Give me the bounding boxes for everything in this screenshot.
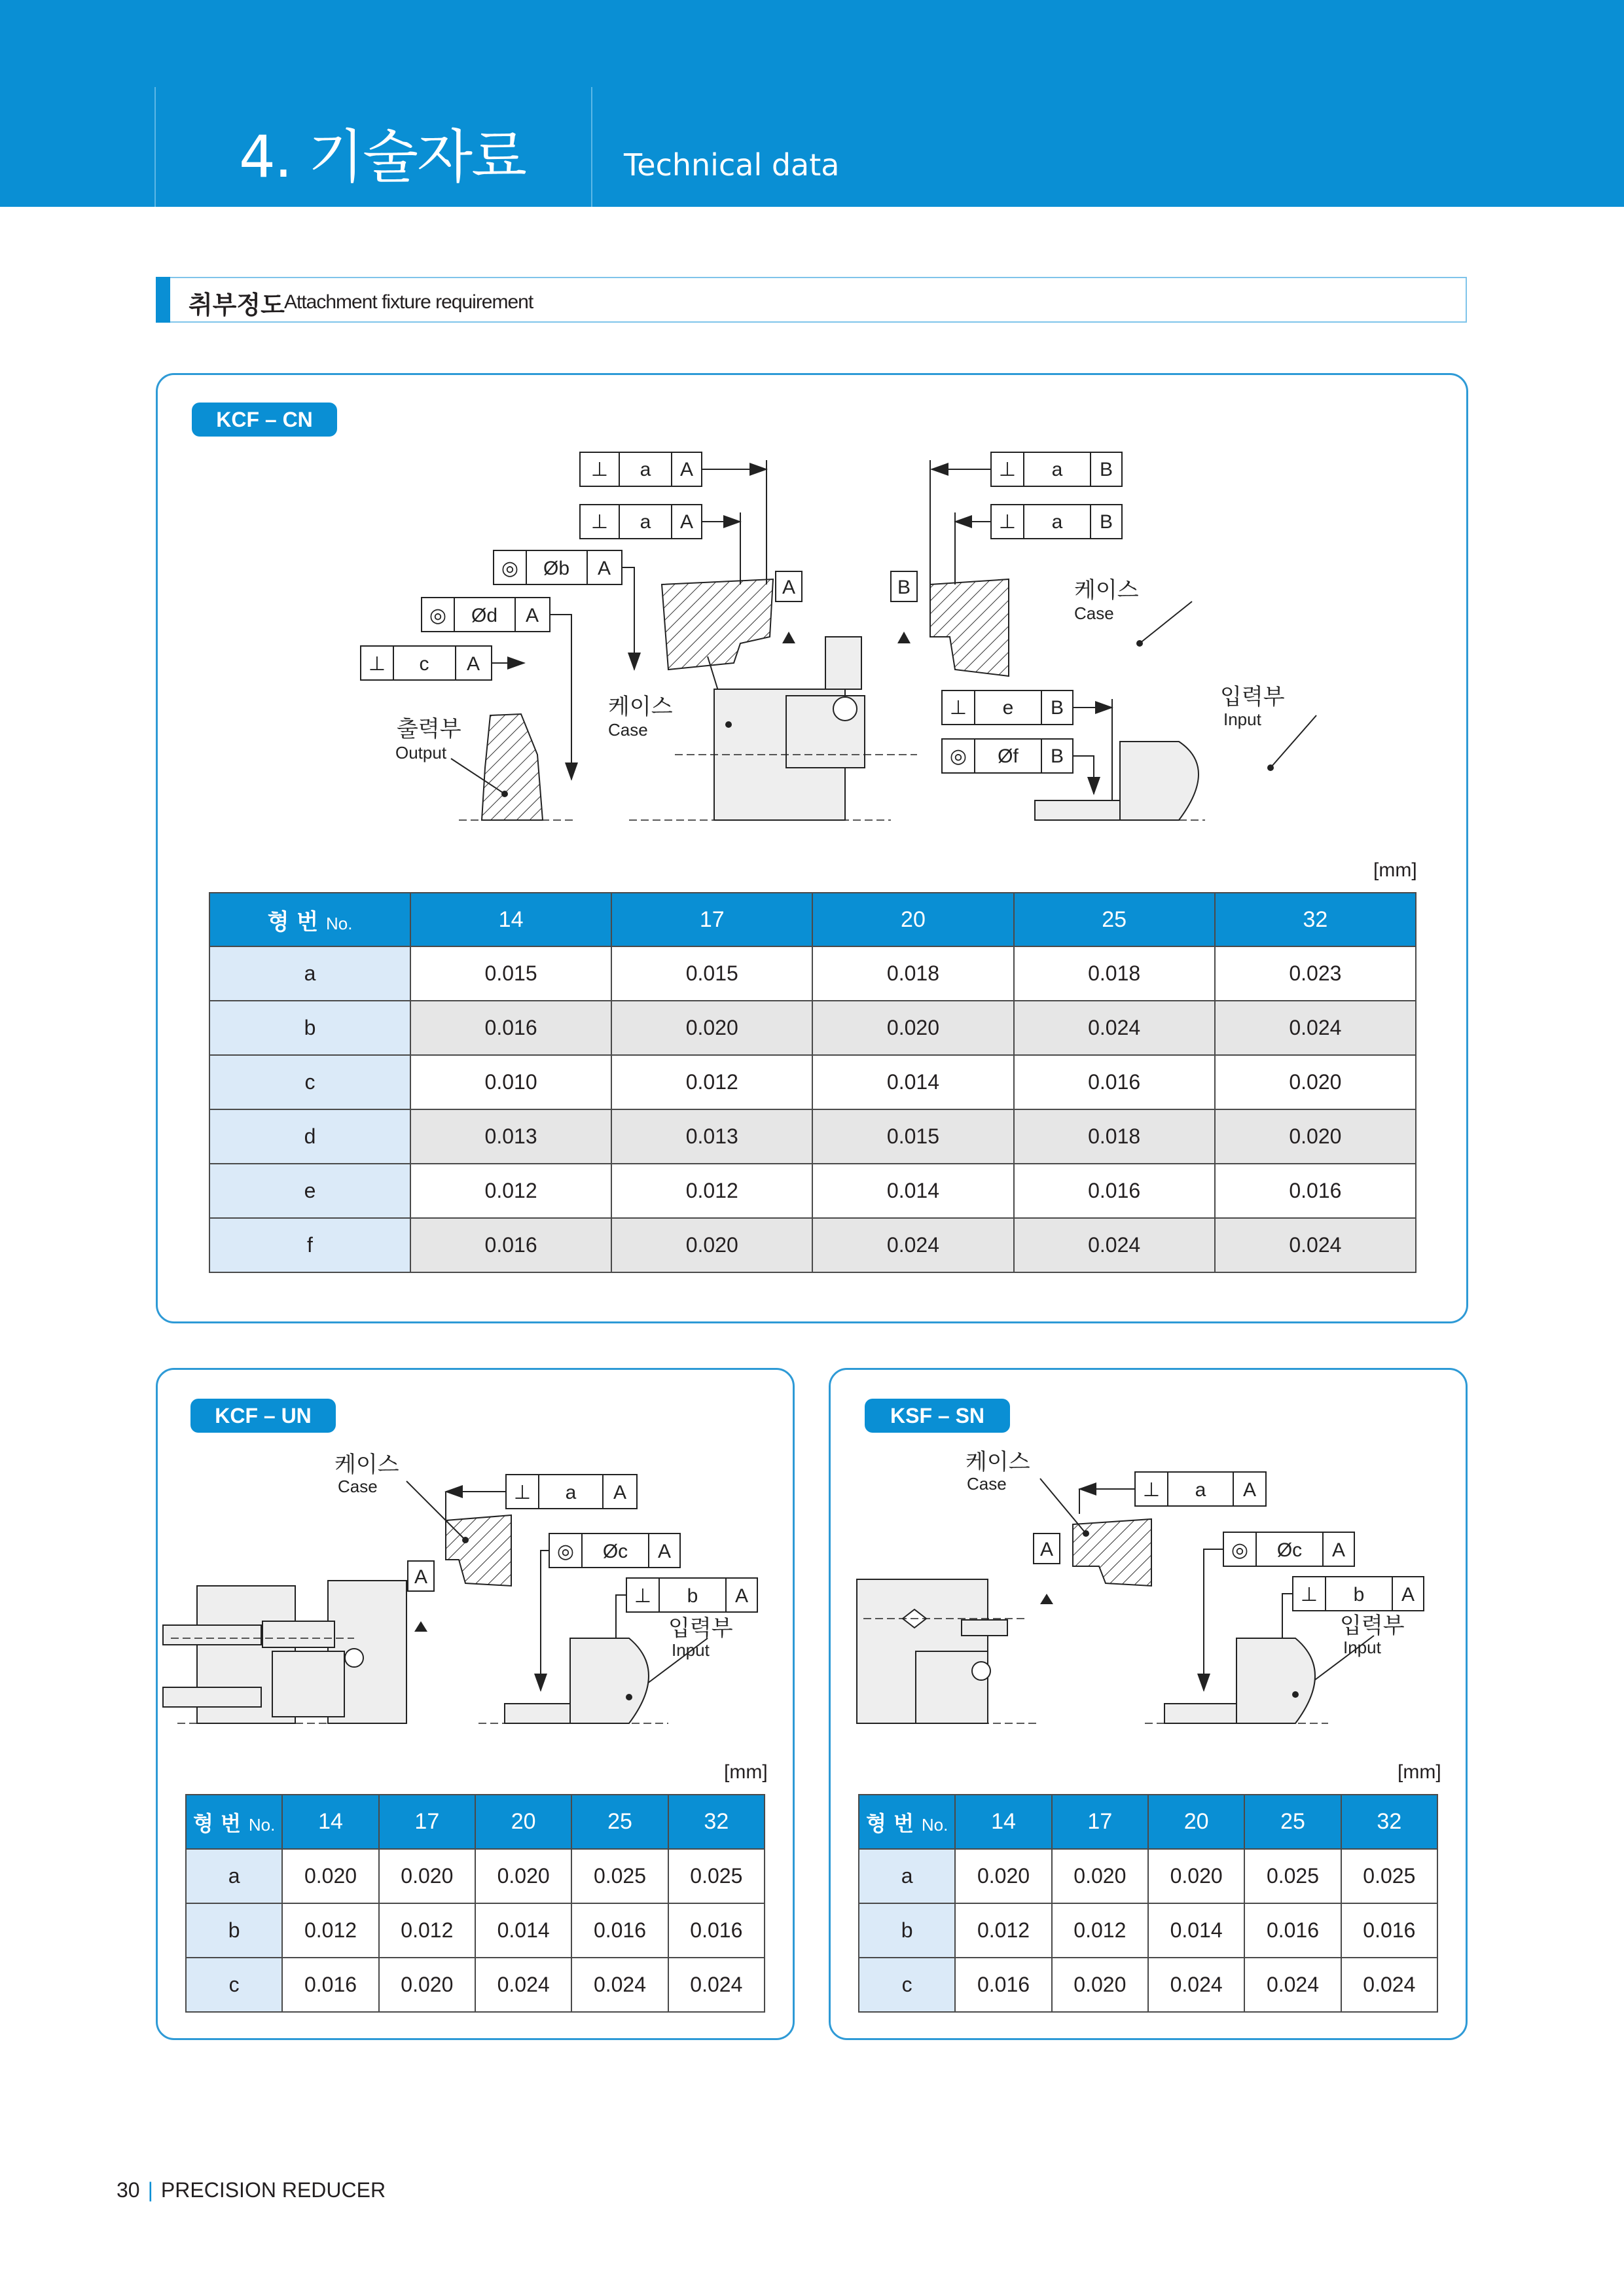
- svg-text:B: B: [1050, 745, 1064, 767]
- table-cell: 0.012: [611, 1055, 812, 1109]
- table-cell: 0.024: [812, 1218, 1013, 1272]
- svg-text:A: A: [657, 1541, 672, 1562]
- table-cell: 0.013: [410, 1109, 611, 1164]
- table-cell: 0.020: [812, 1001, 1013, 1055]
- table-cell: 0.016: [410, 1218, 611, 1272]
- row-label: b: [186, 1903, 282, 1958]
- svg-text:B: B: [1099, 459, 1113, 480]
- kcf-cn-diagram: [158, 375, 1470, 886]
- page-title: 4. 기술자료: [239, 123, 526, 190]
- table-cell: 0.014: [812, 1164, 1013, 1218]
- table-cell: 0.012: [379, 1903, 475, 1958]
- svg-text:A: A: [782, 577, 796, 598]
- table-cell: 0.016: [668, 1903, 765, 1958]
- svg-text:e: e: [1002, 697, 1014, 719]
- table-cell: 0.024: [1215, 1218, 1416, 1272]
- row-label: b: [209, 1001, 410, 1055]
- svg-text:b: b: [687, 1585, 698, 1607]
- table-cell: 0.016: [955, 1958, 1051, 2012]
- svg-text:⊥: ⊥: [368, 653, 386, 675]
- table-cell: 0.018: [812, 946, 1013, 1001]
- table-cell: 0.018: [1014, 1109, 1215, 1164]
- svg-text:A: A: [1039, 1539, 1054, 1560]
- svg-text:b: b: [1353, 1584, 1365, 1605]
- table-cell: 0.012: [410, 1164, 611, 1218]
- table-cell: 0.023: [1215, 946, 1416, 1001]
- svg-text:B: B: [1099, 511, 1113, 533]
- svg-text:Input: Input: [1343, 1638, 1381, 1657]
- row-label: c: [209, 1055, 410, 1109]
- table-header-row: [209, 893, 1416, 946]
- table-cell: 0.018: [1014, 946, 1215, 1001]
- svg-text:B: B: [1050, 697, 1064, 719]
- header-divider: [591, 87, 592, 207]
- table-row: [209, 1055, 1416, 1109]
- svg-text:케이스: 케이스: [334, 1452, 399, 1477]
- svg-text:A: A: [525, 605, 539, 626]
- svg-text:◎: ◎: [1231, 1539, 1249, 1561]
- col-header: 14: [282, 1795, 378, 1849]
- svg-text:◎: ◎: [501, 558, 519, 579]
- svg-text:Øc: Øc: [602, 1541, 628, 1562]
- svg-text:케이스: 케이스: [608, 694, 673, 719]
- col-header: 32: [1341, 1795, 1437, 1849]
- row-label: a: [186, 1849, 282, 1903]
- table-row: [209, 946, 1416, 1001]
- col-header: 25: [571, 1795, 668, 1849]
- table-cell: 0.014: [1148, 1903, 1244, 1958]
- table-cell: 0.024: [1215, 1001, 1416, 1055]
- svg-text:c: c: [419, 653, 429, 675]
- svg-text:B: B: [897, 577, 911, 598]
- table-header-row: [859, 1795, 1437, 1849]
- table-cell: 0.016: [1244, 1903, 1341, 1958]
- ksf-sn-tag: KSF – SN: [865, 1399, 1010, 1433]
- col-header: 17: [611, 893, 812, 946]
- table-cell: 0.020: [379, 1958, 475, 2012]
- svg-text:⊥: ⊥: [590, 511, 609, 533]
- kcf-un-unit: [mm]: [724, 1761, 768, 1783]
- row-label: d: [209, 1109, 410, 1164]
- table-cell: 0.020: [282, 1849, 378, 1903]
- table-cell: 0.024: [1014, 1218, 1215, 1272]
- table-header-row: [186, 1795, 765, 1849]
- table-cell: 0.020: [1215, 1055, 1416, 1109]
- table-cell: 0.020: [1148, 1849, 1244, 1903]
- svg-text:A: A: [597, 558, 611, 579]
- table-cell: 0.024: [1148, 1958, 1244, 2012]
- kcf-cn-table: [209, 892, 1416, 1273]
- kcf-cn-unit: [mm]: [1373, 859, 1417, 881]
- col-header: 14: [410, 893, 611, 946]
- col-header: 17: [1052, 1795, 1148, 1849]
- header-divider: [154, 87, 156, 207]
- table-cell: 0.014: [812, 1055, 1013, 1109]
- table-cell: 0.015: [410, 946, 611, 1001]
- svg-text:A: A: [1401, 1584, 1415, 1605]
- row-label: a: [859, 1849, 955, 1903]
- table-cell: 0.024: [475, 1958, 571, 2012]
- svg-text:A: A: [1242, 1479, 1257, 1501]
- table-cell: 0.024: [1014, 1001, 1215, 1055]
- table-cell: 0.012: [282, 1903, 378, 1958]
- svg-text:⊥: ⊥: [513, 1482, 532, 1503]
- table-cell: 0.024: [1341, 1958, 1437, 2012]
- table-cell: 0.016: [410, 1001, 611, 1055]
- svg-text:⊥: ⊥: [1142, 1479, 1161, 1501]
- col-header: 25: [1244, 1795, 1341, 1849]
- svg-text:입력부: 입력부: [668, 1616, 733, 1641]
- table-row: [209, 1164, 1416, 1218]
- svg-text:A: A: [1331, 1539, 1346, 1561]
- table-cell: 0.012: [611, 1164, 812, 1218]
- svg-text:a: a: [640, 459, 651, 480]
- svg-text:A: A: [466, 653, 480, 675]
- col-header: 17: [379, 1795, 475, 1849]
- table-cell: 0.016: [1014, 1055, 1215, 1109]
- svg-text:A: A: [679, 459, 694, 480]
- svg-text:Øc: Øc: [1276, 1539, 1303, 1561]
- svg-text:A: A: [414, 1566, 428, 1588]
- svg-text:a: a: [1051, 459, 1063, 480]
- table-cell: 0.025: [1341, 1849, 1437, 1903]
- ksf-sn-unit: [mm]: [1398, 1761, 1441, 1783]
- table-cell: 0.016: [1215, 1164, 1416, 1218]
- svg-text:⊥: ⊥: [634, 1585, 652, 1607]
- svg-text:◎: ◎: [429, 605, 447, 626]
- ksf-sn-table: [858, 1794, 1438, 2013]
- table-cell: 0.016: [571, 1903, 668, 1958]
- svg-text:입력부: 입력부: [1220, 685, 1285, 709]
- table-cell: 0.020: [611, 1001, 812, 1055]
- ksf-sn-panel: [829, 1368, 1468, 2040]
- table-cell: 0.012: [1052, 1903, 1148, 1958]
- svg-text:Ød: Ød: [471, 605, 498, 626]
- svg-text:⊥: ⊥: [590, 459, 609, 480]
- kcf-un-panel: [156, 1368, 795, 2040]
- svg-text:A: A: [679, 511, 694, 533]
- table-cell: 0.020: [379, 1849, 475, 1903]
- table-cell: 0.024: [1244, 1958, 1341, 2012]
- page-footer: [117, 2178, 386, 2202]
- row-label: f: [209, 1218, 410, 1272]
- kcf-un-table: [185, 1794, 765, 2013]
- svg-text:케이스: 케이스: [965, 1450, 1030, 1475]
- table-cell: 0.020: [955, 1849, 1051, 1903]
- page-subtitle: Technical data: [624, 147, 840, 183]
- svg-text:a: a: [640, 511, 651, 533]
- table-cell: 0.020: [1215, 1109, 1416, 1164]
- svg-text:⊥: ⊥: [949, 697, 967, 719]
- table-cell: 0.020: [1052, 1958, 1148, 2012]
- row-label: b: [859, 1903, 955, 1958]
- svg-text:a: a: [1051, 511, 1063, 533]
- table-row: [186, 1849, 765, 1903]
- table-cell: 0.020: [1052, 1849, 1148, 1903]
- ksf-sn-diagram: [831, 1370, 1470, 1736]
- table-row: [209, 1218, 1416, 1272]
- row-label: c: [186, 1958, 282, 2012]
- svg-text:Case: Case: [608, 720, 648, 740]
- svg-text:Input: Input: [672, 1640, 710, 1660]
- svg-text:⊥: ⊥: [998, 459, 1017, 480]
- svg-text:a: a: [565, 1482, 577, 1503]
- table-cell: 0.025: [1244, 1849, 1341, 1903]
- table-cell: 0.025: [668, 1849, 765, 1903]
- svg-text:◎: ◎: [949, 745, 967, 767]
- col-header: 32: [668, 1795, 765, 1849]
- table-cell: 0.024: [571, 1958, 668, 2012]
- footer-title: PRECISION REDUCER: [160, 2178, 386, 2202]
- kcf-un-diagram: [158, 1370, 797, 1736]
- svg-text:A: A: [613, 1482, 627, 1503]
- table-cell: 0.010: [410, 1055, 611, 1109]
- col-header-no: 형 번 No.: [859, 1795, 955, 1849]
- section-accent-bar: [156, 277, 170, 323]
- table-cell: 0.014: [475, 1903, 571, 1958]
- col-header: 20: [1148, 1795, 1244, 1849]
- svg-text:Øf: Øf: [998, 745, 1019, 767]
- row-label: e: [209, 1164, 410, 1218]
- table-row: [859, 1849, 1437, 1903]
- svg-text:Case: Case: [967, 1474, 1007, 1494]
- svg-text:A: A: [734, 1585, 749, 1607]
- table-cell: 0.025: [571, 1849, 668, 1903]
- kcf-cn-tag: KCF – CN: [192, 403, 337, 437]
- table-cell: 0.024: [668, 1958, 765, 2012]
- table-row: [209, 1109, 1416, 1164]
- kcf-un-tag: KCF – UN: [190, 1399, 336, 1433]
- table-row: [209, 1001, 1416, 1055]
- table-row: [859, 1903, 1437, 1958]
- page-number: 30: [117, 2178, 140, 2202]
- table-cell: 0.012: [955, 1903, 1051, 1958]
- col-header: 20: [812, 893, 1013, 946]
- footer-divider: |: [147, 2178, 153, 2202]
- svg-text:◎: ◎: [556, 1541, 575, 1562]
- table-cell: 0.020: [611, 1218, 812, 1272]
- table-cell: 0.013: [611, 1109, 812, 1164]
- col-header: 14: [955, 1795, 1051, 1849]
- row-label: c: [859, 1958, 955, 2012]
- table-cell: 0.015: [812, 1109, 1013, 1164]
- svg-text:a: a: [1195, 1479, 1206, 1501]
- svg-text:Case: Case: [1074, 603, 1114, 623]
- col-header: 20: [475, 1795, 571, 1849]
- svg-text:⊥: ⊥: [1300, 1584, 1318, 1605]
- table-row: [186, 1958, 765, 2012]
- table-cell: 0.015: [611, 946, 812, 1001]
- svg-text:입력부: 입력부: [1340, 1613, 1405, 1638]
- table-cell: 0.016: [1014, 1164, 1215, 1218]
- kcf-cn-panel: [156, 373, 1468, 1323]
- table-cell: 0.016: [1341, 1903, 1437, 1958]
- svg-text:Case: Case: [338, 1477, 378, 1496]
- table-cell: 0.016: [282, 1958, 378, 2012]
- section-title-ko: 취부정도: [189, 291, 285, 319]
- section-title-en: Attachment fixture requirement: [284, 291, 533, 313]
- page-header: [0, 0, 1624, 207]
- table-cell: 0.020: [475, 1849, 571, 1903]
- table-row: [186, 1903, 765, 1958]
- svg-text:⊥: ⊥: [998, 511, 1017, 533]
- col-header-no: 형 번 No.: [186, 1795, 282, 1849]
- row-label: a: [209, 946, 410, 1001]
- svg-text:Output: Output: [395, 743, 447, 762]
- svg-text:Øb: Øb: [543, 558, 570, 579]
- svg-text:Input: Input: [1223, 709, 1261, 729]
- col-header: 25: [1014, 893, 1215, 946]
- col-header-no: 형 번 No.: [209, 893, 410, 946]
- table-row: [859, 1958, 1437, 2012]
- svg-text:케이스: 케이스: [1074, 578, 1139, 603]
- col-header: 32: [1215, 893, 1416, 946]
- svg-text:출력부: 출력부: [397, 717, 461, 742]
- section-heading: [156, 277, 1467, 323]
